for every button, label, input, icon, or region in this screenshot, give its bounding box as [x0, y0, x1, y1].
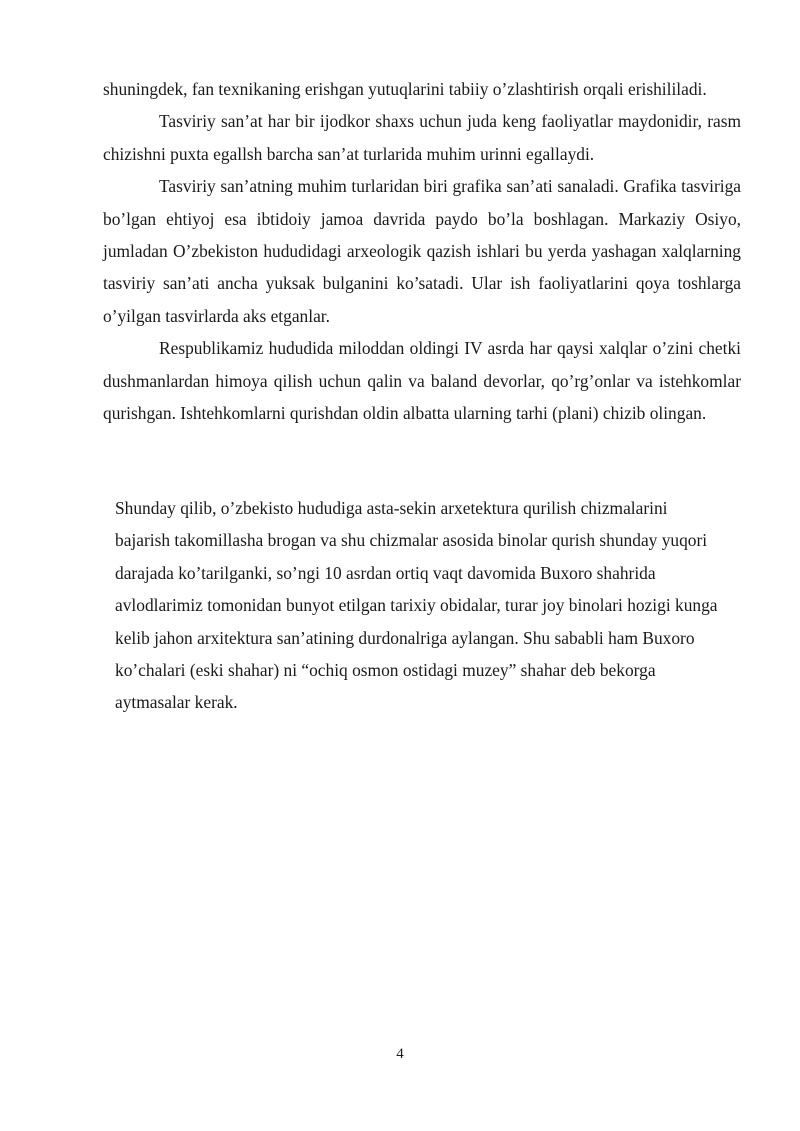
paragraph-continuation: shuningdek, fan texnikaning erishgan yutuqlarini tabiiy o’zlashtirish orqali erishililadi.	[103, 79, 707, 99]
page-number: 4	[396, 1046, 404, 1062]
paragraph-buxoro: Shunday qilib, o’zbekisto hududiga asta-sekin arxetektura qurilish chizmalarini bajarish takomillasha brogan va shu chizmalar asosida binolar qurish shunday yuqori darajada ko’tarilganki, so’ngi 10 asrdan ortiq vaqt davomida Buxoro shahrida avlodlarimiz tomonidan bunyot etilgan tarixiy obidalar, turar joy binolari hozigi kunga kelib jahon arxitektura san’atining durdonalriga aylangan. Shu sababli ham Buxoro ko’chalari (eski shahar) ni “ochiq osmon ostidagi muzey” shahar deb bekorga aytmasalar kerak.	[115, 498, 718, 713]
paragraph-tasviriy-sanat: Tasviriy san’at har bir ijodkor shaxs uchun juda keng faoliyatlar maydonidir, rasm chizishni puxta egallsh barcha san’at turlarida muhim urinni egallaydi.	[103, 111, 741, 164]
paragraph-grafika: Tasviriy san’atning muhim turlaridan biri grafika san’ati sanaladi. Grafika tasviriga bo’lgan ehtiyoj esa ibtidoiy jamoa davrida paydo bo’la boshlagan. Markaziy Osiyo, jumladan O’zbekiston hududidagi arxeologik qazish ishlari bu yerda yashagan xalqlarning tasviriy san’ati ancha yuksak bulganini ko’satadi. Ular ish faoliyatlarini qoya toshlarga o’yilgan tasvirlarda aks etganlar.	[103, 176, 741, 326]
main-text-block	[103, 73, 741, 429]
paragraph-respublikamiz: Respublikamiz hududida miloddan oldingi IV asrda har qaysi xalqlar o’zini chetki dushmanlardan himoya qilish uchun qalin va baland devorlar, qo’rg’onlar va istehkomlar qurishgan. Ishtehkomlarni qurishdan oldin albatta ularning tarhi (plani) chizib olingan.	[103, 338, 741, 424]
secondary-text-block	[115, 492, 725, 719]
